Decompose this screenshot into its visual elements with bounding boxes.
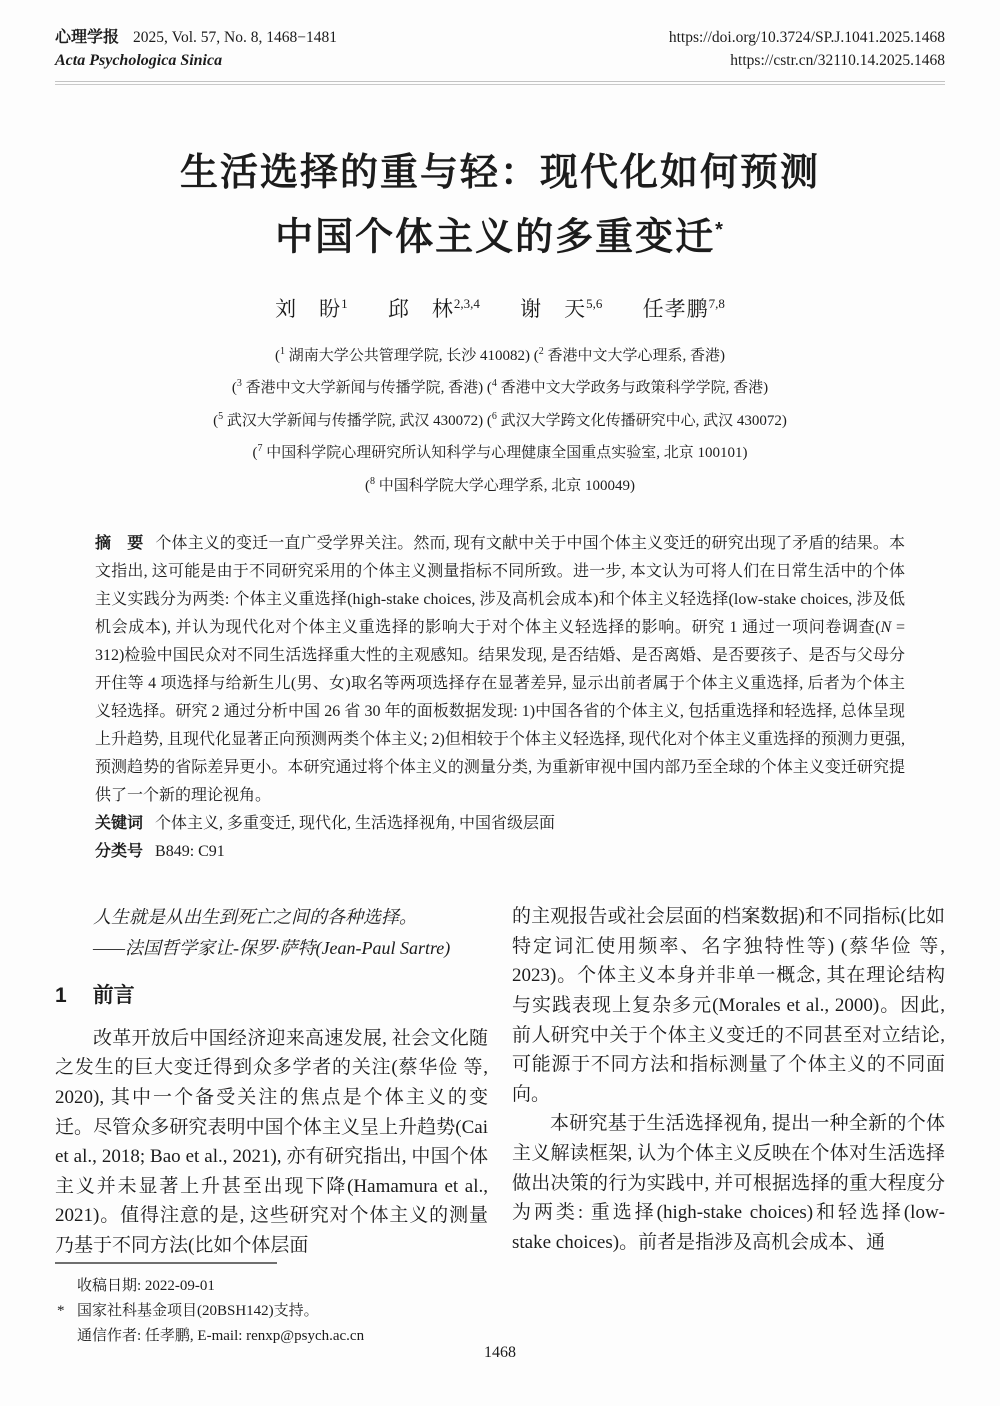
classification-text: B849: C91 bbox=[155, 843, 225, 861]
affiliation-line-3: ($^5$ 武汉大学新闻与传播学院, 武汉 430072) ($^6$ 武汉大学跨文化传播研究中心, 武汉 430072) bbox=[213, 410, 787, 429]
classification-label: 分类号 bbox=[95, 843, 144, 861]
abstract-label: 摘 要 bbox=[95, 535, 144, 553]
journal-title-cn: 心理学报 bbox=[55, 29, 120, 46]
affiliation-line-1: ($^1$ 湖南大学公共管理学院, 长沙 410082) ($^2$ 香港中文大学心理系, 香港) bbox=[275, 345, 725, 364]
section-1-number: 1 bbox=[55, 984, 67, 1008]
paper-title-line2: 中国个体主义的多重变迁* bbox=[275, 216, 725, 259]
section-1-title: 前言 bbox=[92, 984, 135, 1008]
header-divider bbox=[55, 81, 945, 85]
journal-title-en: Acta Psychologica Sinica bbox=[55, 52, 223, 69]
paper-title-line1: 生活选择的重与轻：现代化如何预测 bbox=[179, 152, 820, 194]
cstr-link[interactable]: https://cstr.cn/32110.14.2025.1468 bbox=[730, 52, 945, 69]
footnote-divider bbox=[55, 1262, 277, 1264]
journal-header bbox=[55, 26, 945, 72]
affiliation-line-5: ($^8$ 中国科学院大学心理学系, 北京 100049) bbox=[365, 475, 635, 494]
footnote-corresponding-author: 通信作者: 任孝鹏, E-mail: renxp@psych.ac.cn bbox=[77, 1328, 365, 1344]
keywords-text: 个体主义, 多重变迁, 现代化, 生活选择视角, 中国省级层面 bbox=[155, 815, 556, 833]
footnote-received-date: 收稿日期: 2022-09-01 bbox=[77, 1278, 215, 1294]
abstract-text-part2: = 312)检验中国民众对不同生活选择重大性的主观感知。结果发现, 是否结婚、是否离婚、是否要孩子、是否与父母分开住等 4 项选择与给新生儿(男、女)取名等两项选择存在显著差异, 显示出前者属于个体主义重选择, 后者为个体主义轻选择。研究 2 通过分析中国 26 省 30 年的面板数据发现: 1)中国各省的个体主义, 包括重选择和轻选择, 总体呈现上升趋势, 且现代化显著正向预测两类个体主义; 2)但相较于个体主义轻选择, 现代化对个体主义重选择的预测力更强, 预测趋势的省际差异更小。本研究通过将个体主义的测量分类, 为重新审视中国内部乃至全球的个体主义变迁研究提供了一个新的理论视角。 bbox=[95, 619, 905, 805]
affiliation-line-4: ($^7$ 中国科学院心理研究所认知科学与心理健康全国重点实验室, 北京 100101) bbox=[252, 443, 748, 462]
author-2: 邱 林$^{2,3,4}$ bbox=[387, 295, 480, 321]
abstract bbox=[95, 530, 905, 810]
doi-link[interactable]: https://doi.org/10.3724/SP.J.1041.2025.1468 bbox=[668, 29, 945, 46]
keywords-label: 关键词 bbox=[95, 815, 144, 833]
affiliation-line-2: ($^3$ 香港中文大学新闻与传播学院, 香港) ($^4$ 香港中文大学政务与政策科学学院, 香港) bbox=[231, 378, 769, 397]
page-number: 1468 bbox=[484, 1344, 516, 1361]
journal-header-right bbox=[669, 26, 945, 72]
epigraph-attribution: ——法国哲学家让-保罗·萨特(Jean-Paul Sartre) bbox=[93, 938, 451, 959]
journal-header-left bbox=[55, 26, 337, 72]
section-1-paragraph-2: 本研究基于生活选择视角, 提出一种全新的个体主义解读框架, 认为个体主义反映在个体对生活选择做出决策的行为实践中, 并可根据选择的重大程度分为两类: 重选择(high-stake choices)和轻选择(low-stake choices)。前者是指涉及高机会成本、通 bbox=[512, 1113, 945, 1253]
keywords-line bbox=[95, 810, 905, 838]
author-3: 谢 天$^{5,6}$ bbox=[520, 295, 603, 321]
right-column bbox=[512, 902, 945, 1274]
affiliation-list bbox=[55, 338, 945, 501]
classification-line bbox=[95, 838, 905, 866]
body-columns bbox=[55, 902, 945, 1274]
footnote-funding: * 国家社科基金项目(20BSH142)支持。 bbox=[55, 1299, 525, 1324]
footnote-block bbox=[55, 1262, 525, 1349]
section-1-paragraph-1-continued: 的主观报告或社会层面的档案数据)和不同指标(比如特定词汇使用频率、名字独特性等) (蔡华俭 等, 2023)。个体主义本身并非单一概念, 其在理论结构与实践表现上复杂多元(Morales et al., 2000)。因此, 前人研究中关于个体主义变迁的不同甚至对立结论, 可能源于不同方法和指标测量了个体主义的不同面向。 bbox=[512, 906, 945, 1105]
epigraph bbox=[55, 902, 488, 964]
epigraph-quote: 人生就是从出生到死亡之间的各种选择。 bbox=[93, 907, 417, 928]
author-1: 刘 盼$^1$ bbox=[275, 295, 348, 321]
paper-title bbox=[55, 145, 945, 267]
author-list bbox=[55, 293, 945, 323]
section-1-paragraph-1: 改革开放后中国经济迎来高速发展, 社会文化随之发生的巨大变迁得到众多学者的关注(蔡华俭 等, 2020), 其中一个备受关注的焦点是个体主义的变迁。尽管众多研究表明中国个体主义呈上升趋势(Cai et al., 2018; Bao et al., 2021), 亦有研究指出, 中国个体主义并未显著上升甚至出现下降(Hamamura et al., 2021)。值得注意的是, 这些研究对个体主义的测量乃基于不同方法(比如个体层面 bbox=[55, 1027, 488, 1256]
section-1-heading bbox=[55, 981, 488, 1011]
abstract-n-symbol: N bbox=[880, 619, 892, 637]
footnote-asterisk: * bbox=[57, 1303, 65, 1319]
author-4: 任孝鹏$^{7,8}$ bbox=[642, 295, 725, 321]
issue-info: 2025, Vol. 57, No. 8, 1468−1481 bbox=[133, 29, 337, 46]
abstract-text-part1: 个体主义的变迁一直广受学界关注。然而, 现有文献中关于中国个体主义变迁的研究出现了矛盾的结果。本文指出, 这可能是由于不同研究采用的个体主义测量指标不同所致。进一步, 本文认为可将人们在日常生活中的个体主义实践分为两类: 个体主义重选择(high-stake choices, 涉及高机会成本)和个体主义轻选择(low-stake choices, 涉及低机会成本), 并认为现代化对个体主义重选择的影响大于对个体主义轻选择的影响。研究 1 通过一项问卷调查( bbox=[95, 535, 905, 637]
title-footnote-asterisk: * bbox=[715, 219, 725, 241]
left-column bbox=[55, 902, 488, 1274]
